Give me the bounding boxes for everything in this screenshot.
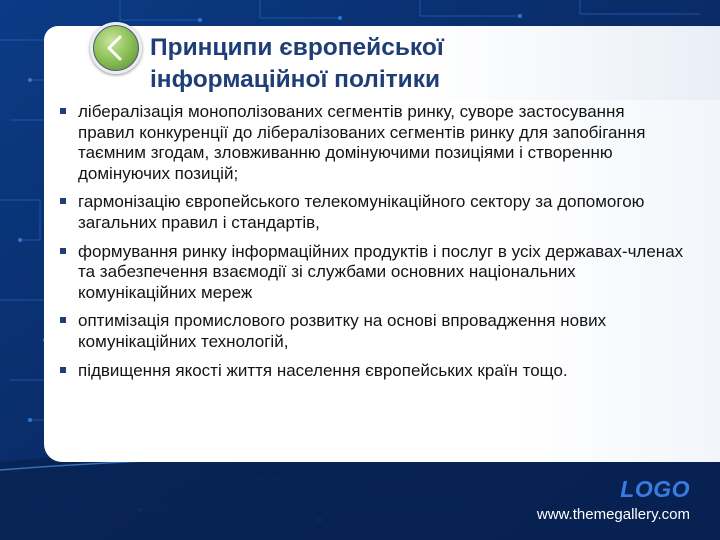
bullet-text: оптимізація промислового розвитку на основі впровадження нових комунікаційних технологій, bbox=[78, 311, 607, 351]
square-bullet-icon bbox=[60, 108, 66, 114]
back-button[interactable] bbox=[90, 22, 142, 74]
bullet-text: гармонізацію європейського телекомунікаційного сектору за допомогою загальних правил і стандартів, bbox=[78, 192, 645, 232]
website-url: www.themegallery.com bbox=[536, 506, 690, 523]
square-bullet-icon bbox=[60, 248, 66, 254]
bullet-text: формування ринку інформаційних продуктів і послуг в усіх державах-членах та забезпечення взаємодії зі службами основних національних комунікаційних мереж bbox=[78, 241, 684, 302]
bullet-item bbox=[60, 102, 684, 184]
bullet-item bbox=[60, 311, 684, 352]
slide-title bbox=[150, 32, 620, 96]
chevron-left-icon bbox=[93, 25, 139, 71]
bullet-text: лібералізація монополізованих сегментів ринку, суворе застосування правил конкуренції до лібералізованих сегментів ринку для запобігання таємним згодам, зловживанню домінуючими позиціями і створенню домінуючих позицій; bbox=[78, 102, 646, 183]
logo: LOGO bbox=[620, 476, 690, 502]
slide-title-line-1: Принципи європейської bbox=[150, 34, 444, 61]
bullet-list bbox=[60, 102, 684, 389]
bullet-item bbox=[60, 242, 684, 304]
bullet-item bbox=[60, 361, 684, 382]
bullet-item bbox=[60, 192, 684, 233]
square-bullet-icon bbox=[60, 198, 66, 204]
slide-title-line-2: інформаційної політики bbox=[150, 66, 441, 93]
bullet-text: підвищення якості життя населення європейських країн тощо. bbox=[78, 360, 568, 380]
square-bullet-icon bbox=[60, 367, 66, 373]
square-bullet-icon bbox=[60, 317, 66, 323]
